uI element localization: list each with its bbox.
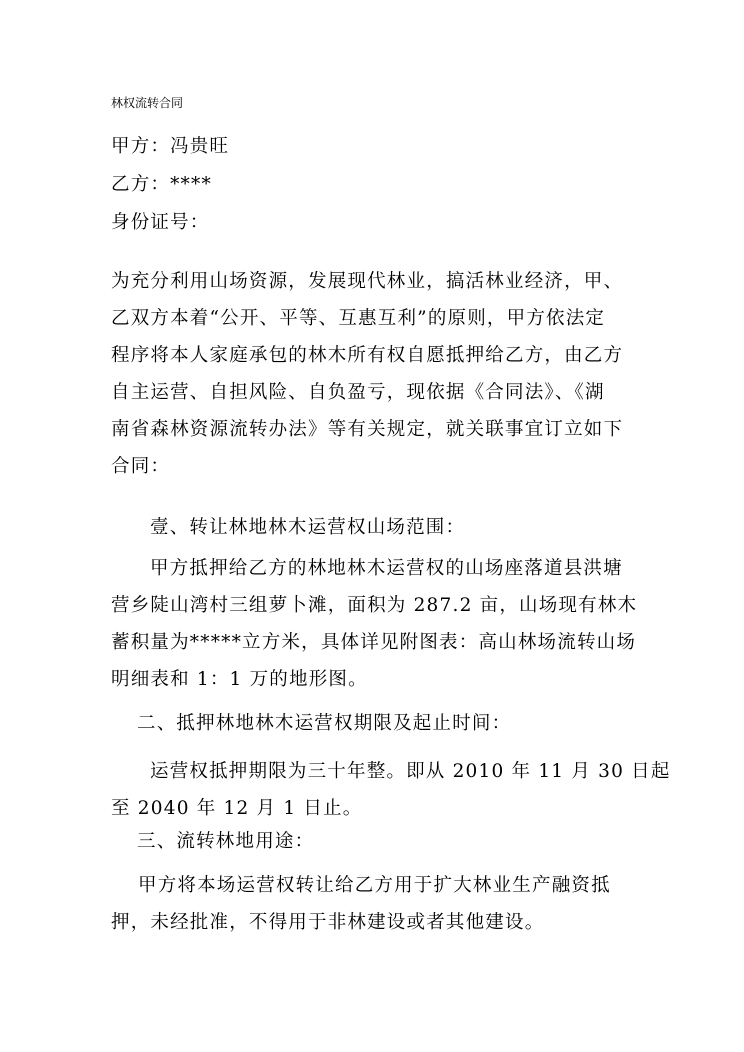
preamble-line: 自主运营、自担风险、自负盈亏，现依据《合同法》、《湖 [111, 382, 605, 403]
section1-line: 营乡陡山湾村三组萝卜滩，面积为 287.2 亩，山场现有林木 [111, 595, 638, 616]
preamble-line: 程序将本人家庭承包的林木所有权自愿抵押给乙方，由乙方 [111, 345, 624, 366]
section3-paragraph [111, 867, 636, 941]
section2-line: 至 2040 年 12 月 1 日止。 [111, 798, 363, 819]
section1-paragraph [111, 550, 636, 698]
document-title: 林权流转合同 [111, 96, 184, 110]
section1-line: 甲方抵押给乙方的林地林木运营权的山场座落道县洪塘 [150, 558, 623, 579]
preamble-line: 南省森林资源流转办法》等有关规定，就关联事宜订立如下 [111, 419, 624, 440]
section2-heading: 二、抵押林地林木运营权期限及起止时间： [137, 713, 512, 734]
section3-heading: 三、流转林地用途： [137, 831, 315, 852]
section3-line: 押，未经批准，不得用于非林建设或者其他建设。 [111, 912, 545, 933]
section1-line: 蓄积量为*****立方米，具体详见附图表：高山林场流转山场 [111, 632, 637, 653]
id-number-label: 身份证号： [111, 212, 210, 233]
preamble-line: 乙双方本着“公开、平等、互惠互利”的原则，甲方依法定 [111, 308, 606, 329]
preamble-paragraph [111, 263, 636, 485]
party-a: 甲方：冯贵旺 [111, 136, 230, 157]
section1-line: 明细表和 1：1 万的地形图。 [111, 669, 368, 690]
section2-line: 运营权抵押期限为三十年整。即从 2010 年 11 月 30 日起 [150, 761, 671, 782]
section2-paragraph [111, 753, 671, 827]
section3-line: 甲方将本场运营权转让给乙方用于扩大林业生产融资抵 [138, 875, 611, 896]
party-b: 乙方：**** [111, 174, 212, 195]
preamble-line: 合同： [111, 456, 171, 477]
section1-heading: 壹、转让林地林木运营权山场范围： [150, 517, 466, 538]
preamble-line: 为充分利用山场资源，发展现代林业，搞活林业经济，甲、 [111, 271, 624, 292]
